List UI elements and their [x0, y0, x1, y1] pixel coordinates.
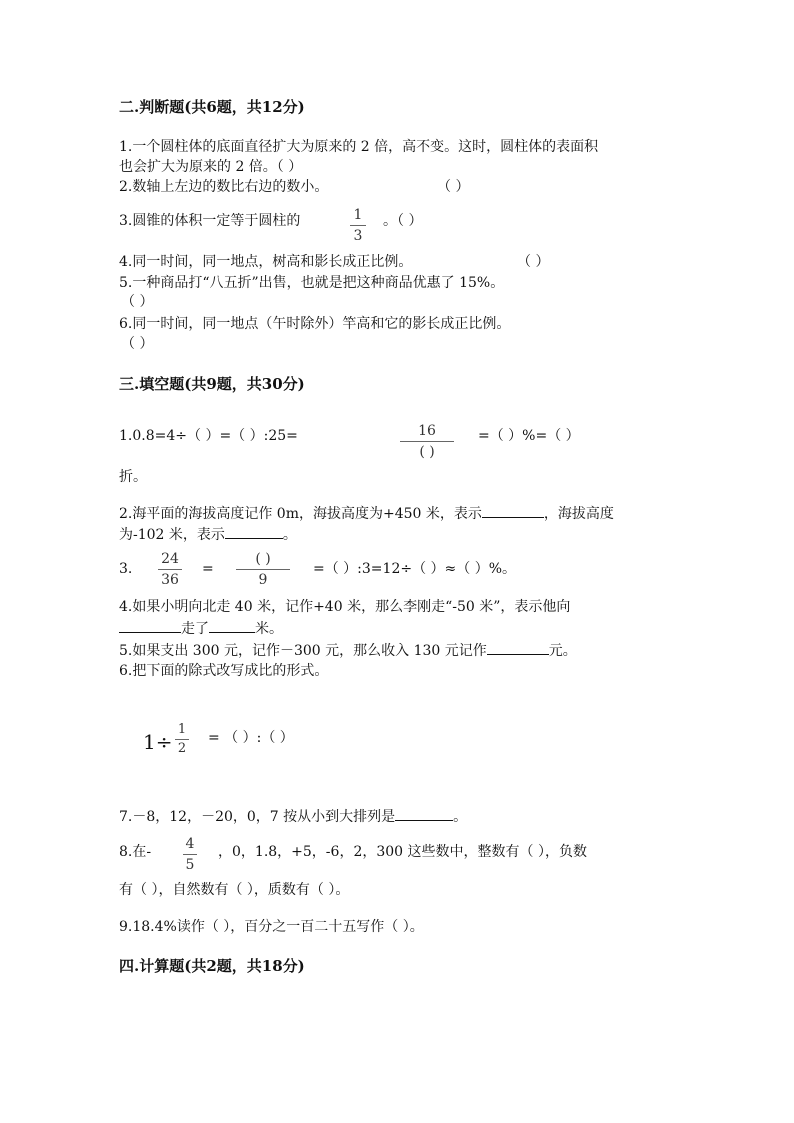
fraction-denominator: 3	[353, 228, 363, 244]
fraction-bar	[158, 569, 182, 570]
fraction-numerator: 16	[418, 423, 436, 439]
fill-q4-text-b: 米。	[255, 621, 283, 637]
fill-q8-rest: ，0，1.8，+5，-6，2，300 这些数中，整数有（ ），负数	[218, 844, 587, 860]
answer-blank[interactable]	[395, 806, 453, 821]
fill-q1-fraction	[400, 423, 454, 460]
fraction-numerator: 1	[177, 722, 187, 737]
fraction-denominator: 9	[258, 572, 268, 588]
fraction-denominator: ( )	[419, 444, 435, 460]
judge-q5-line1: 5.一种商品打“八五折”出售，也就是把这种商品优惠了 15%。	[119, 275, 505, 291]
answer-blank[interactable]	[482, 503, 544, 518]
section-judge-heading: 二.判断题(共6题，共12分)	[119, 98, 305, 116]
fill-q2-line2	[119, 524, 297, 545]
judge-q5-paren: （ ）	[121, 294, 154, 310]
fill-q9: 9.18.4%读作（ ），百分之一百二十五写作（ ）。	[119, 919, 424, 935]
fill-q2-text-c: 为-102 米，表示	[119, 527, 225, 543]
fill-q2-text-b: ，海拔高度	[543, 506, 614, 522]
fill-q5	[119, 640, 577, 661]
fraction-numerator: 1	[353, 207, 363, 223]
fraction-numerator: 4	[185, 836, 195, 852]
answer-blank[interactable]	[119, 618, 181, 633]
judge-q1-line1: 1.一个圆柱体的底面直径扩大为原来的 2 倍，高不变。这时，圆柱体的表面积	[119, 139, 599, 155]
fraction-denominator: 5	[185, 857, 195, 873]
answer-blank[interactable]	[209, 618, 255, 633]
fill-q4-line2	[119, 618, 283, 639]
judge-q3-text: 3.圆锥的体积一定等于圆柱的	[119, 213, 301, 229]
fill-q1-part2: =（ ）%=（ ）	[478, 428, 580, 444]
judge-q4-paren: （ ）	[517, 254, 550, 270]
fraction-bar	[400, 441, 454, 442]
fraction-bar	[183, 854, 197, 855]
fill-q2-text-a: 2.海平面的海拔高度记作 0m，海拔高度为+450 米，表示	[119, 506, 482, 522]
answer-blank[interactable]	[487, 640, 549, 655]
fill-q3-fraction-2	[236, 551, 290, 588]
fill-q4-line1: 4.如果小明向北走 40 米，记作+40 米，那么李刚走“-50 米”，表示他向	[119, 599, 571, 615]
judge-q4: 4.同一时间，同一地点，树高和影长成正比例。	[119, 254, 413, 270]
judge-q1-line2: 也会扩大为原来的 2 倍。（ ）	[119, 159, 303, 175]
fill-q6-fraction	[175, 723, 189, 756]
section-fill-heading: 三.填空题(共9题，共30分)	[119, 375, 305, 393]
section-calc-heading: 四.计算题(共2题，共18分)	[119, 957, 305, 975]
judge-q2-paren: （ ）	[437, 179, 470, 195]
fill-q2-text-d: 。	[282, 527, 297, 543]
fill-q6-expression: 1÷	[143, 730, 173, 754]
fraction-numerator: ( )	[255, 551, 271, 567]
fill-q7-text-b: 。	[453, 809, 468, 825]
fill-q8-fraction	[183, 836, 197, 873]
fill-q5-text-a: 5.如果支出 300 元，记作－300 元，那么收入 130 元记作	[119, 643, 487, 659]
fill-q3-rest: =（ ）:3=12÷（ ）≈（ ）%。	[313, 561, 517, 577]
fill-q6: 6.把下面的除式改写成比的形式。	[119, 663, 329, 679]
fill-q4-text-a: 走了	[181, 621, 209, 637]
fill-q8-line2: 有（ ），自然数有（ ），质数有（ ）。	[119, 882, 350, 898]
fill-q1-part1: 1.0.8=4÷（ ）=（ ）:25=	[119, 428, 298, 444]
fill-q7	[119, 806, 467, 827]
fill-q8-start: 8.在-	[119, 844, 152, 860]
fill-q3-fraction-1	[158, 551, 182, 588]
answer-blank[interactable]	[225, 524, 283, 539]
fraction-denominator: 2	[177, 741, 187, 756]
fill-q3-equals: =	[202, 561, 214, 577]
fraction-bar	[236, 569, 290, 570]
judge-q3-fraction	[350, 207, 366, 244]
judge-q6-paren: （ ）	[121, 336, 154, 352]
fill-q6-rest: = （ ）:（ ）	[208, 730, 294, 746]
judge-q3-paren: 。（ ）	[383, 213, 423, 229]
fill-q1-part3: 折。	[119, 469, 147, 485]
fill-q7-text-a: 7.－8，12，－20，0，7 按从小到大排列是	[119, 809, 396, 825]
fill-q2-line1	[119, 503, 614, 524]
fraction-bar	[175, 739, 189, 740]
judge-q2: 2.数轴上左边的数比右边的数小。	[119, 179, 329, 195]
fraction-numerator: 24	[161, 551, 179, 567]
fraction-bar	[350, 225, 366, 226]
judge-q6-line1: 6.同一时间，同一地点（午时除外）竿高和它的影长成正比例。	[119, 316, 511, 332]
fill-q3-label: 3.	[119, 561, 133, 577]
fill-q5-text-b: 元。	[548, 643, 577, 659]
fraction-denominator: 36	[161, 572, 179, 588]
